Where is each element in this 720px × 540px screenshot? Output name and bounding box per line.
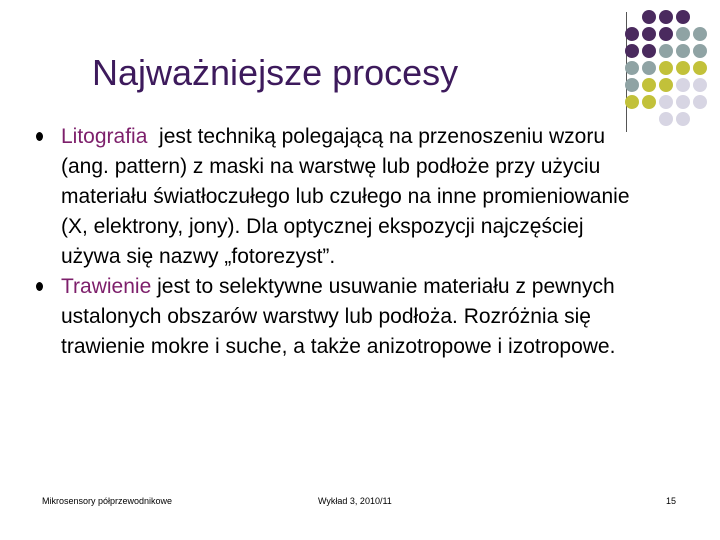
decor-dot xyxy=(676,44,690,58)
term-trawienie: Trawienie xyxy=(61,275,152,298)
decor-dot xyxy=(676,112,690,126)
decor-dot xyxy=(625,27,639,41)
decor-dot xyxy=(693,44,707,58)
footer-lecture-info: Wykład 3, 2010/11 xyxy=(318,496,392,506)
decor-dot xyxy=(693,61,707,75)
decor-dot xyxy=(642,78,656,92)
bullet-text: jest to selektywne usuwanie materiału z pewnych ustalonych obszarów warstwy lub podłoża. Rozróżnia się trawienie mokre i suche, a także anizotropowe i izotropowe. xyxy=(61,275,621,358)
decor-dot xyxy=(659,112,673,126)
bullet-item-litografia xyxy=(36,122,636,272)
decor-dot xyxy=(625,61,639,75)
decor-dot xyxy=(676,95,690,109)
decorative-dot-grid xyxy=(0,0,720,130)
decor-dot xyxy=(693,78,707,92)
decor-dot xyxy=(625,78,639,92)
decor-dot xyxy=(659,95,673,109)
decor-dot xyxy=(693,27,707,41)
decor-dot xyxy=(625,95,639,109)
bullet-item-trawienie xyxy=(36,272,636,362)
decor-dot xyxy=(642,44,656,58)
decor-dot xyxy=(676,27,690,41)
decor-dot xyxy=(642,95,656,109)
decor-dot xyxy=(642,61,656,75)
decor-dot xyxy=(659,78,673,92)
decor-dot xyxy=(676,10,690,24)
bullet-dot-icon xyxy=(36,132,43,141)
decor-dot xyxy=(659,27,673,41)
footer-page-number: 15 xyxy=(666,496,677,506)
decor-dot xyxy=(659,44,673,58)
decor-dot xyxy=(659,10,673,24)
decor-dot xyxy=(676,61,690,75)
bullet-list xyxy=(36,122,636,362)
term-litografia: Litografia xyxy=(61,125,148,148)
decor-dot xyxy=(625,44,639,58)
decor-dot xyxy=(693,95,707,109)
decor-dot xyxy=(642,10,656,24)
decor-dot xyxy=(659,61,673,75)
bullet-text: jest techniką polegającą na przenoszeniu wzoru (ang. pattern) z maski na warstwę lub podłoże przy użyciu materiału światłoczułego lub czułego na inne promieniowanie (X, elektrony, jony). Dla optycznej ekspozycji najczęściej używa się nazwy „fotorezyst”. xyxy=(61,125,636,268)
bullet-dot-icon xyxy=(36,282,43,291)
decor-dot xyxy=(642,27,656,41)
decor-dot xyxy=(676,78,690,92)
slide-title: Najważniejsze procesy xyxy=(92,52,459,93)
footer-course-name: Mikrosensory półprzewodnikowe xyxy=(42,496,173,506)
